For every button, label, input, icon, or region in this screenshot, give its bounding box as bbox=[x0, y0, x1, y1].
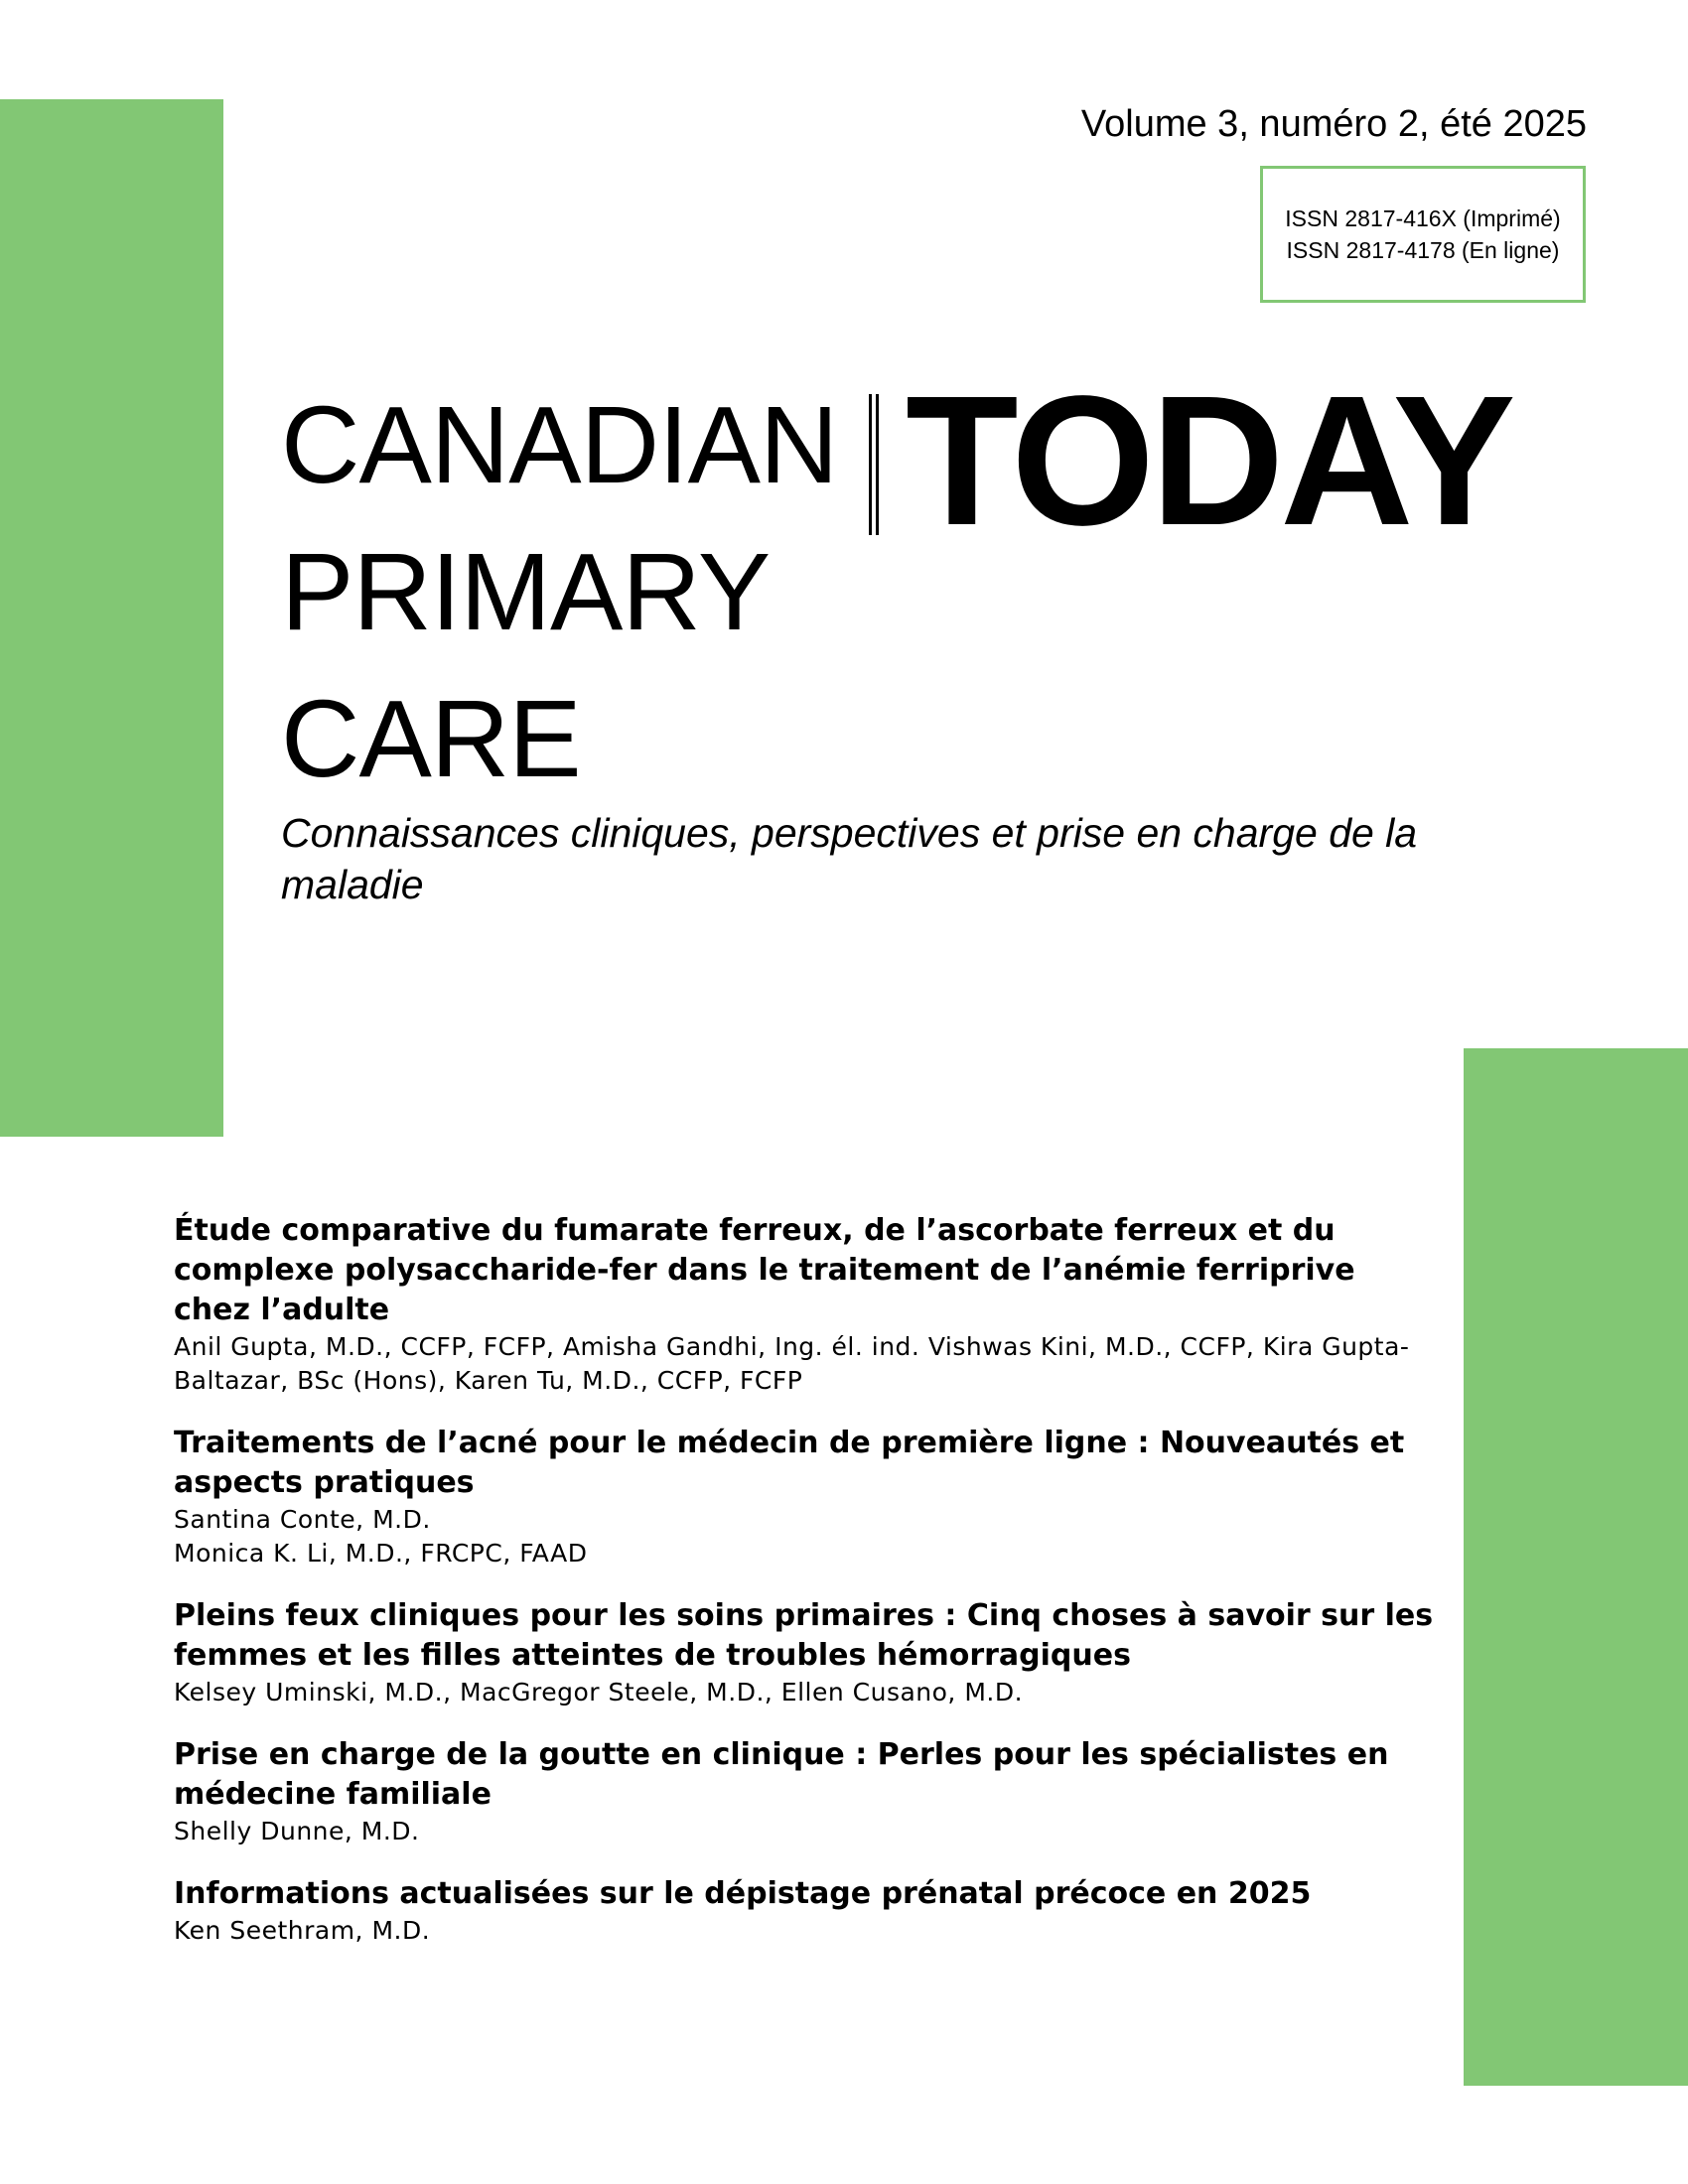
article-authors: Monica K. Li, M.D., FRCPC, FAAD bbox=[174, 1539, 588, 1568]
article-title: Traitements de l’acné pour le médecin de première ligne : Nouveautés et aspects pratiques bbox=[174, 1426, 1405, 1500]
article-item[interactable] bbox=[174, 1874, 1435, 1948]
masthead-today: TODAY bbox=[906, 358, 1512, 564]
article-title: Pleins feux cliniques pour les soins primaires : Cinq choses à savoir sur les femmes et les filles atteintes de troubles hémorragiques bbox=[174, 1598, 1434, 1673]
masthead-line-primary: PRIMARY bbox=[281, 531, 771, 653]
masthead-line-canadian: CANADIAN bbox=[281, 384, 838, 506]
article-authors: Shelly Dunne, M.D. bbox=[174, 1817, 420, 1845]
masthead-line-care: CARE bbox=[281, 678, 581, 800]
decorative-green-bar-left bbox=[0, 99, 223, 1137]
issn-online: ISSN 2817-4178 (En ligne) bbox=[1286, 237, 1560, 263]
issn-print: ISSN 2817-416X (Imprimé) bbox=[1285, 205, 1561, 231]
masthead-title bbox=[281, 372, 837, 813]
article-authors: Ken Seethram, M.D. bbox=[174, 1916, 431, 1945]
article-authors: Santina Conte, M.D. bbox=[174, 1505, 431, 1534]
article-authors: Kelsey Uminski, M.D., MacGregor Steele, M.D., Ellen Cusano, M.D. bbox=[174, 1678, 1024, 1706]
masthead-divider bbox=[869, 394, 879, 535]
article-item[interactable] bbox=[174, 1424, 1435, 1570]
issn-box bbox=[1260, 166, 1586, 303]
article-item[interactable] bbox=[174, 1596, 1435, 1709]
article-title: Étude comparative du fumarate ferreux, de l’ascorbate ferreux et du complexe polysaccharide-fer dans le traitement de l’anémie ferriprive chez l’adulte bbox=[174, 1213, 1355, 1327]
table-of-contents bbox=[174, 1211, 1435, 1974]
decorative-green-bar-right bbox=[1464, 1048, 1688, 2086]
article-title: Informations actualisées sur le dépistage prénatal précoce en 2025 bbox=[174, 1876, 1312, 1911]
issue-volume: Volume 3, numéro 2, été 2025 bbox=[1080, 103, 1587, 145]
article-item[interactable] bbox=[174, 1211, 1435, 1398]
article-item[interactable] bbox=[174, 1735, 1435, 1848]
article-title: Prise en charge de la goutte en clinique : Perles pour les spécialistes en médecine familiale bbox=[174, 1737, 1389, 1812]
tagline: Connaissances cliniques, perspectives et prise en charge de la maladie bbox=[281, 810, 1418, 907]
article-authors: Anil Gupta, M.D., CCFP, FCFP, Amisha Gandhi, Ing. él. ind. Vishwas Kini, M.D., CCFP, Kira Gupta-Baltazar, BSc (Hons), Karen Tu, M.D., CCFP, FCFP bbox=[174, 1332, 1410, 1395]
